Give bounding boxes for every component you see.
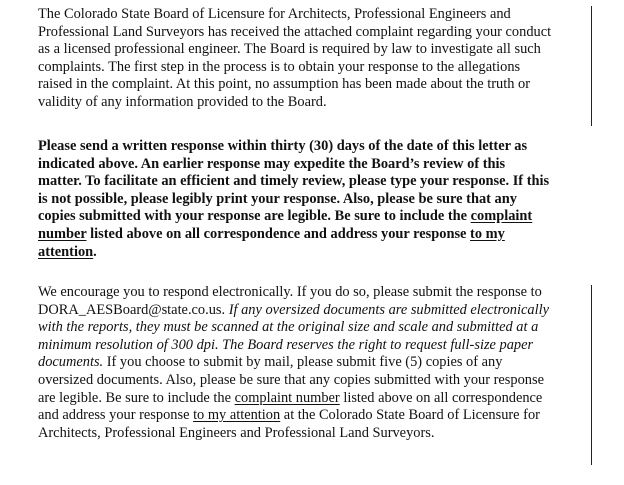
text-line: is not possible, please legibly print your response. Also, please be sure that any: [38, 190, 517, 207]
complaint-number-underlined: number: [38, 225, 87, 242]
text-line: indicated above. An earlier response may expedite the Board’s review of this: [38, 155, 506, 172]
text-segment: .: [93, 243, 97, 260]
text-segment: copies submitted with your response are legible. Be sure to include the: [38, 208, 471, 225]
to-my-attention-underlined: to my attention: [193, 407, 281, 424]
text-line: [38, 390, 549, 408]
text-line: We encourage you to respond electronically. If you do so, please submit the response to: [38, 284, 542, 300]
text-line: matter. To facilitate an efficient and timely review, please type your response. If this: [38, 173, 550, 190]
to-my-attention-underlined: to my: [470, 225, 505, 242]
paragraph-complaint-notice: [38, 6, 551, 112]
scan-artifact-line-top: [591, 6, 592, 126]
paragraph-electronic-submission: [38, 284, 549, 442]
text-line: Professional Land Surveyors has received the attached complaint regarding your conduct: [38, 23, 552, 40]
text-line: raised in the complaint. At this point, no assumption has been made about the truth or: [38, 76, 530, 93]
to-my-attention-underlined: attention: [38, 243, 94, 260]
text-segment: If you choose to submit by mail, please submit five (5) copies of any: [103, 354, 503, 371]
text-line: [38, 244, 549, 262]
text-line: as a licensed professional engineer. The Board is required by law to investigate all such: [38, 41, 541, 58]
text-line: Architects, Professional Engineers and Professional Land Surveyors.: [38, 424, 435, 441]
italic-text: documents.: [38, 354, 104, 371]
text-segment: and address your response: [38, 407, 194, 424]
text-segment: listed above on all correspondence and address your response: [86, 225, 471, 242]
scan-artifact-line-bottom: [591, 285, 592, 465]
text-line: [38, 208, 549, 226]
text-segment: at the Colorado State Board of Licensure for: [280, 407, 540, 424]
text-line: [38, 407, 549, 425]
text-line: with the reports, they must be scanned at the original size and scale and submitted at a: [38, 319, 539, 336]
text-line: complaints. The first step in the process is to obtain your response to the allegations: [38, 58, 521, 75]
italic-text: If any oversized documents are submitted electronically: [228, 301, 549, 318]
text-segment: listed above on all correspondence: [339, 389, 543, 406]
text-line: [38, 226, 549, 244]
text-line: Please send a written response within thirty (30) days of the date of this letter as: [38, 138, 528, 154]
text-segment: are legible. Be sure to include the: [38, 389, 235, 406]
text-line: oversized documents. Also, please be sure that any copies submitted with your response: [38, 371, 544, 388]
complaint-number-underlined: complaint: [470, 208, 533, 225]
text-line: [38, 354, 549, 372]
email-address: DORA_AESBoard@state.co.us.: [38, 301, 229, 318]
text-line: [38, 302, 549, 320]
text-line: The Colorado State Board of Licensure for Architects, Professional Engineers and: [38, 6, 511, 22]
complaint-number-underlined: complaint number: [234, 389, 340, 406]
text-line: minimum resolution of 300 dpi. The Board reserves the right to request full-size paper: [38, 336, 534, 353]
text-line: validity of any information provided to the Board.: [38, 93, 327, 110]
paragraph-response-instructions: [38, 138, 549, 261]
